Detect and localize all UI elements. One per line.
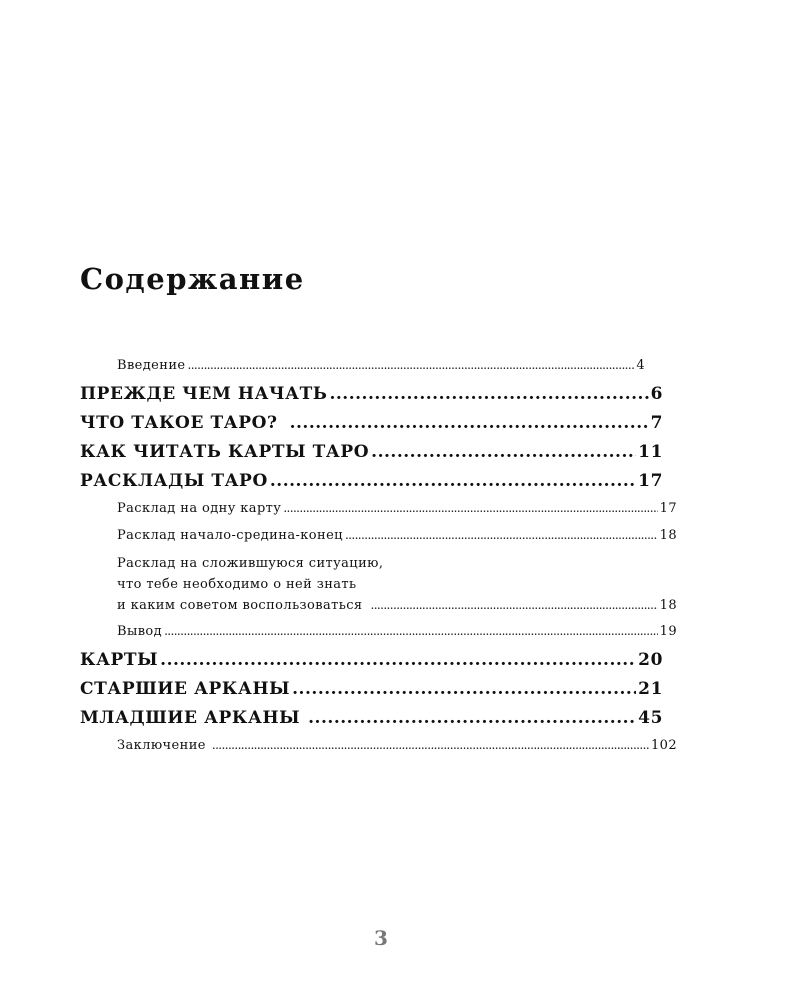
toc-entry-page: 6	[650, 384, 663, 404]
toc-entry-page: 7	[650, 413, 663, 433]
toc-entry-situation	[117, 553, 677, 616]
dot-leader	[308, 708, 636, 728]
page-title: Содержание	[80, 262, 305, 296]
dot-leader	[345, 528, 658, 542]
toc-entry-final	[117, 738, 677, 756]
toc-entry-page: 102	[650, 738, 677, 753]
toc-entry-label: Введение	[117, 358, 186, 373]
toc-entry-what-is-tarot	[80, 413, 663, 435]
dot-leader	[188, 358, 635, 372]
toc-entry-label: ЧТО ТАКОЕ ТАРО?	[80, 413, 278, 433]
toc-entry-page: 21	[638, 679, 663, 699]
toc-entry-label: ПРЕЖДЕ ЧЕМ НАЧАТЬ	[80, 384, 328, 404]
dot-leader	[212, 738, 649, 752]
toc-entry-label-line: Расклад на сложившуюся ситуацию,	[117, 556, 384, 571]
toc-entry-page: 45	[638, 708, 663, 728]
dot-leader	[290, 413, 649, 433]
toc-entry-major-arcana	[80, 679, 663, 701]
toc-entry-page: 18	[659, 598, 677, 613]
dot-leader	[160, 650, 636, 670]
toc-entry-minor-arcana	[80, 708, 663, 730]
toc-entry-label: Расклад на одну карту	[117, 501, 282, 516]
toc-entry-one-card	[117, 501, 677, 519]
toc-entry-page: 17	[659, 501, 677, 516]
toc-entry-page: 4	[636, 358, 645, 373]
toc-entry-label: СТАРШИЕ АРКАНЫ	[80, 679, 291, 699]
toc-entry-page: 17	[638, 471, 663, 491]
toc-entry-label: КАК ЧИТАТЬ КАРТЫ ТАРО	[80, 442, 370, 462]
dot-leader	[329, 384, 648, 404]
toc-entry-begin-middle-end	[117, 528, 677, 546]
toc-entry-label: Вывод	[117, 624, 163, 639]
dot-leader	[370, 595, 657, 616]
page-number: 3	[374, 926, 388, 950]
dot-leader	[270, 471, 636, 491]
toc-entry-page: 18	[659, 528, 677, 543]
toc-entry-intro	[117, 358, 645, 376]
toc-entry-how-to-read	[80, 442, 663, 464]
toc-entry-label: МЛАДШИЕ АРКАНЫ	[80, 708, 301, 728]
dot-leader	[283, 501, 657, 515]
dot-leader	[371, 442, 636, 462]
toc-entry-label-line: и каким советом воспользоваться	[117, 598, 363, 613]
toc-entry-label: РАСКЛАДЫ ТАРО	[80, 471, 268, 491]
dot-leader	[292, 679, 636, 699]
toc-entry-conclusion-section	[117, 624, 677, 642]
toc-entry-label-line: что тебе необходимо о ней знать	[117, 577, 357, 592]
toc-entry-page: 20	[638, 650, 663, 670]
toc-entry-page: 11	[638, 442, 663, 462]
toc-entry-before-start	[80, 384, 663, 406]
dot-leader	[164, 624, 658, 638]
toc-entry-label: Заключение	[117, 738, 206, 753]
toc-entry-label: Расклад начало-средина-конец	[117, 528, 343, 543]
toc-entry-page: 19	[659, 624, 677, 639]
toc-entry-label: КАРТЫ	[80, 650, 159, 670]
toc-entry-cards	[80, 650, 663, 672]
toc-entry-spreads	[80, 471, 663, 493]
